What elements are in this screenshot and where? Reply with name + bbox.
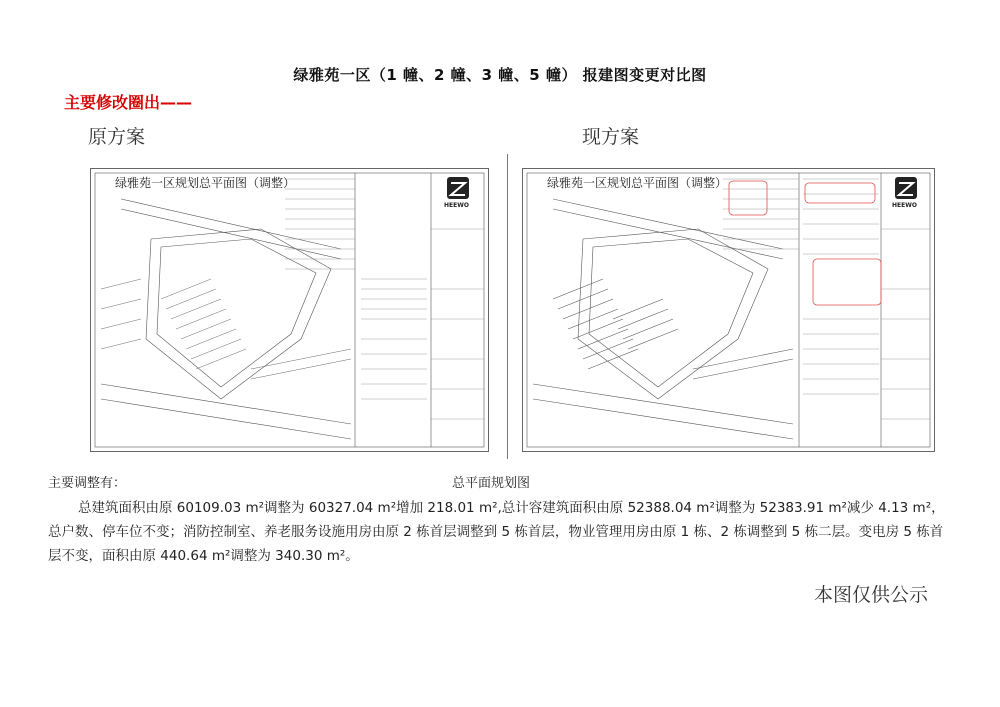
current-scheme-label: 现方案 xyxy=(582,126,640,148)
current-logo-text: HEEWO xyxy=(892,202,917,209)
original-scheme-label: 原方案 xyxy=(88,126,146,148)
original-site-plan xyxy=(90,168,489,452)
current-site-plan xyxy=(522,168,935,452)
adjustments-caption: 主要调整有： xyxy=(48,476,127,491)
adjustment-description: 总建筑面积由原 60109.03 m²调整为 60327.04 m²增加 218.01 m²,总计容建筑面积由原 52388.04 m²调整为 52383.91 m²减少 4.13 m²，总户数、停车位不变；消防控制室、养老服务设施用房由原 2 栋首层调整到 5 栋首层，物业管理用房由原 1 栋、2 栋调整到 5 栋二层。变电房 5 栋首层不变，面积由原 440.64 m²调整为 340.30 m²。 xyxy=(48,500,945,564)
original-site-plan-drawing xyxy=(91,169,488,451)
divider-line xyxy=(507,154,508,459)
public-notice: 本图仅供公示 xyxy=(813,584,928,606)
current-drawing-title: 绿雅苑一区规划总平面图（调整） xyxy=(547,176,728,190)
revision-clouds xyxy=(729,181,881,305)
current-site-plan-drawing xyxy=(523,169,934,451)
original-logo-text: HEEWO xyxy=(444,202,469,209)
highlight-note: 主要修改圈出—— xyxy=(64,93,193,112)
site-plan-caption: 总平面规划图 xyxy=(452,476,531,491)
original-drawing-title: 绿雅苑一区规划总平面图（调整） xyxy=(115,176,296,190)
document-title: 绿雅苑一区（1 幢、2 幢、3 幢、5 幢） 报建图变更对比图 xyxy=(293,66,707,84)
